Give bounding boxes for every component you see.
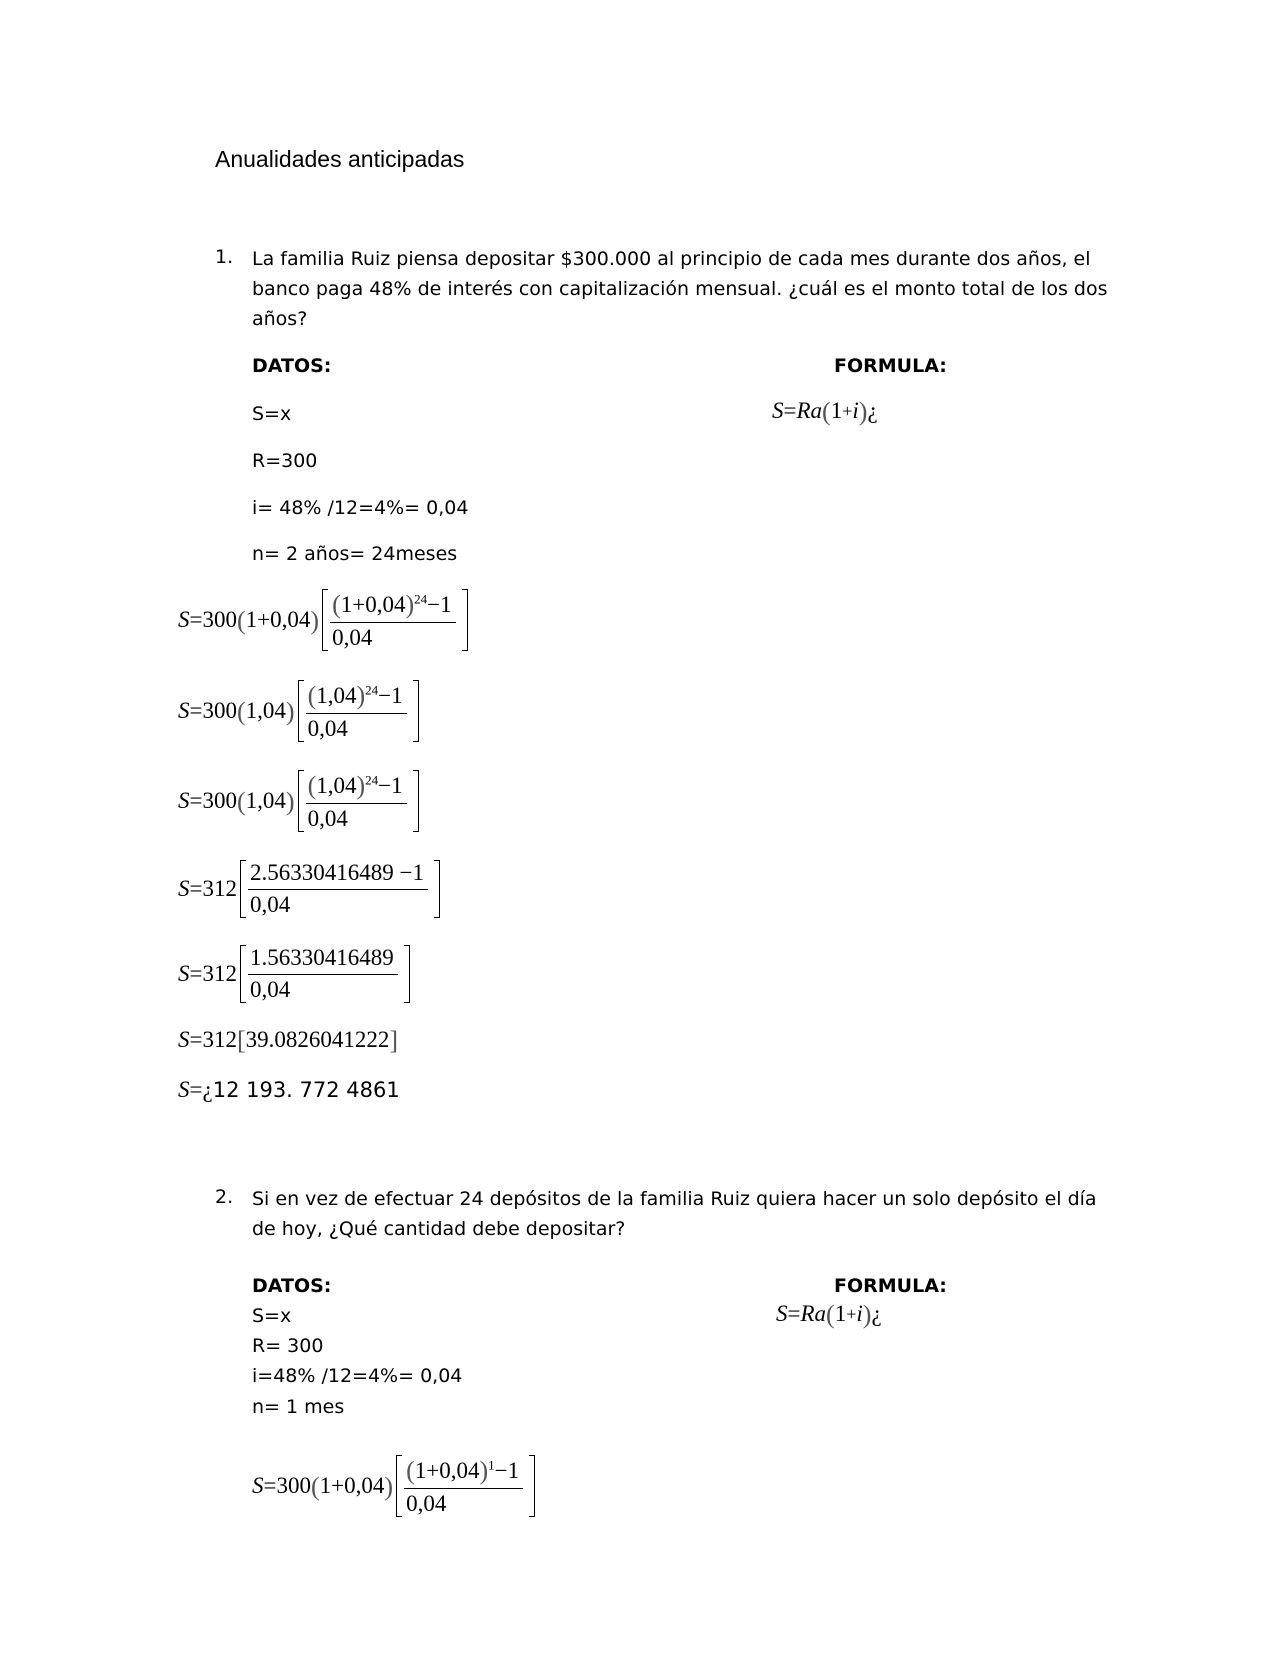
equation-step-2: S = 300 ( 1,04 ) $\frac{(1,04)^{24}-1}{0,04}$ xyxy=(178,677,419,745)
formula-label-1: FORMULA: xyxy=(834,355,947,377)
dato-1-2: i= 48% /12=4%= 0,04 xyxy=(252,497,469,519)
problem-1-number: 1. xyxy=(215,246,234,268)
formula-label-2: FORMULA: xyxy=(834,1275,947,1297)
equation-step-6: S = 312 [ 39.0826041222 ] xyxy=(178,1026,399,1055)
equation-step-3: S = 300 ( 1,04 ) $\frac{(1,04)^{24}-1}{0,04}$ xyxy=(178,767,419,835)
equation-problem-2: S = 300 ( 1+0,04 ) $\frac{(1+0,04)^1-1}{0,04}$ xyxy=(252,1452,535,1520)
dato-2-3: n= 1 mes xyxy=(252,1396,345,1418)
datos-label-2: DATOS: xyxy=(252,1275,332,1297)
equation-step-4: S = 312 $\frac{2.56330416489 -1}{0,04}$ xyxy=(178,858,440,920)
problem-2-number: 2. xyxy=(215,1186,234,1208)
dato-2-0: S=x xyxy=(252,1305,292,1327)
datos-label-1: DATOS: xyxy=(252,355,332,377)
equation-step-5: S = 312 $\frac{1.56330416489}{0,04}$ xyxy=(178,943,410,1005)
dato-1-3: n= 2 años= 24meses xyxy=(252,543,458,565)
dato-1-0: S=x xyxy=(252,403,292,425)
dato-2-1: R= 300 xyxy=(252,1335,324,1357)
problem-1-text: La familia Ruiz piensa depositar $300.000 al principio de cada mes durante dos años, el banco paga 48% de interés con capitalización mensual. ¿cuál es el monto total de los dos años? xyxy=(252,248,1108,330)
formula-2: S = R a ( 1 + i ) ¿ xyxy=(776,1300,882,1329)
dato-1-1: R=300 xyxy=(252,450,318,472)
page-title: Anualidades anticipadas xyxy=(215,146,465,172)
dato-2-2: i=48% /12=4%= 0,04 xyxy=(252,1365,463,1387)
problem-2-text: Si en vez de efectuar 24 depósitos de la familia Ruiz quiera hacer un solo depósito el día de hoy, ¿Qué cantidad debe depositar? xyxy=(252,1188,1097,1240)
formula-1: S = R a ( 1 + i ) ¿ xyxy=(772,397,878,426)
equation-step-1: S = 300 ( 1+0,04 ) $\frac{(1+0,04)^{24}-1}{0,04}$ xyxy=(178,586,468,654)
equation-result: S = ¿ 12 193. 772 4861 xyxy=(178,1077,400,1102)
